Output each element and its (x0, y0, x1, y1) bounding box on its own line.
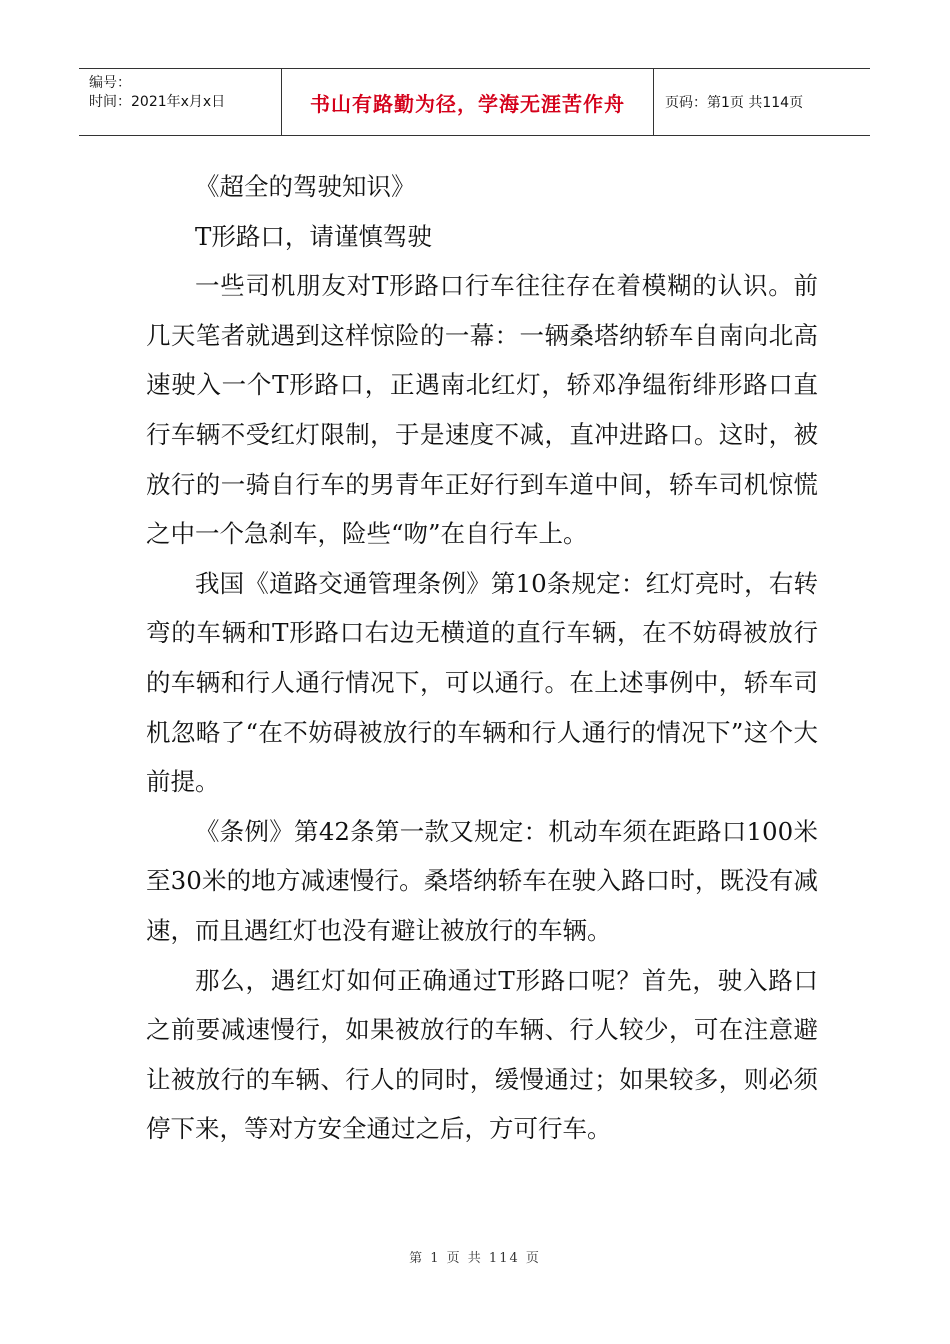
number-label: 编号： (89, 75, 131, 91)
body-paragraph: 那么，遇红灯如何正确通过T形路口呢？首先，驶入路口之前要减速慢行，如果被放行的车辆、行人较少，可在注意避让被放行的车辆、行人的同时，缓慢通过；如果较多，则必须停下来，等对方安全通过之后，方可行车。 (146, 965, 818, 1144)
header-meta (79, 69, 282, 135)
page-header (79, 68, 870, 136)
section-heading: T形路口，请谨慎驾驶 (195, 221, 432, 251)
body-paragraph: 一些司机朋友对T形路口行车往往存在着模糊的认识。前几天笔者就遇到这样惊险的一幕：一辆桑塔纳轿车自南向北高速驶入一个T形路口，正遇南北红灯，轿邓净缊衔绯形路口直行车辆不受红灯限制，于是速度不减，直冲进路口。这时，被放行的一骑自行车的男青年正好行到车道中间，轿车司机惊慌之中一个急刹车，险些“吻”在自行车上。 (146, 271, 818, 549)
body-paragraph: 《条例》第42条第一款又规定：机动车须在距路口100米至30米的地方减速慢行。桑塔纳轿车在驶入路口时，既没有减速，而且遇红灯也没有避让被放行的车辆。 (146, 816, 818, 945)
page-footer: 第 1 页 共 114 页 (409, 1251, 541, 1266)
header-motto: 书山有路勤为径，学海无涯苦作舟 (282, 69, 654, 135)
document-title: 《超全的驾驶知识》 (195, 172, 416, 201)
body-paragraph: 我国《道路交通管理条例》第10条规定：红灯亮时，右转弯的车辆和T形路口右边无横道的直行车辆，在不妨碍被放行的车辆和行人通行情况下，可以通行。在上述事例中，轿车司机忽略了“在不妨碍被放行的车辆和行人通行的情况下”这个大前提。 (146, 568, 818, 797)
document-body (146, 162, 818, 1154)
header-page-info: 页码：第1页 共114页 (665, 95, 804, 111)
date-label: 时间：2021年x月x日 (89, 94, 226, 110)
